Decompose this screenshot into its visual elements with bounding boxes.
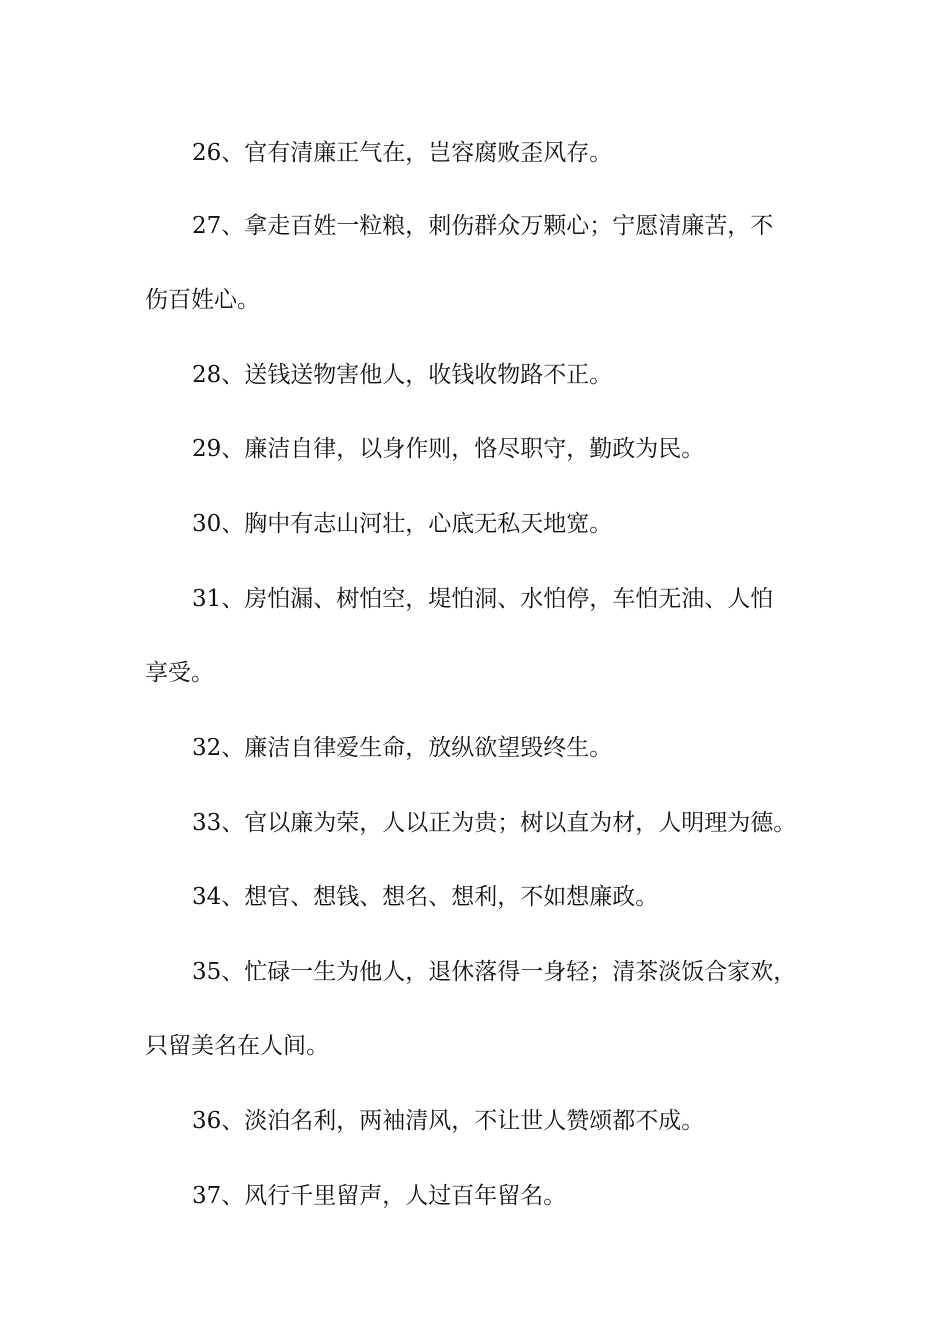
paragraph-28 xyxy=(145,338,825,412)
paragraph-line: 37、风行千里留声，人过百年留名。 xyxy=(192,1183,567,1209)
paragraph-29 xyxy=(145,412,825,486)
paragraph-line: 只留美名在人间。 xyxy=(145,1033,329,1059)
paragraph-34 xyxy=(145,860,825,934)
paragraph-30 xyxy=(145,487,825,561)
paragraph-line: 32、廉洁自律爱生命，放纵欲望毁终生。 xyxy=(192,735,613,761)
paragraph-line: 29、廉洁自律，以身作则，恪尽职守，勤政为民。 xyxy=(192,436,705,462)
paragraph-26 xyxy=(145,116,825,190)
paragraph-line: 伤百姓心。 xyxy=(145,287,260,313)
paragraph-line: 28、送钱送物害他人，收钱收物路不正。 xyxy=(192,362,613,388)
paragraph-line: 35、忙碌一生为他人，退休落得一身轻；清茶淡饭合家欢， xyxy=(192,959,797,985)
paragraph-line: 34、想官、想钱、想名、想利，不如想廉政。 xyxy=(192,884,659,910)
paragraph-line: 享受。 xyxy=(145,660,214,686)
paragraph-line: 33、官以廉为荣，人以正为贵；树以直为材，人明理为德。 xyxy=(192,810,797,836)
paragraph-line: 31、房怕漏、树怕空，堤怕洞、水怕停，车怕无油、人怕 xyxy=(192,586,774,612)
paragraph-line: 36、淡泊名利，两袖清风，不让世人赞颂都不成。 xyxy=(192,1108,705,1134)
paragraph-33 xyxy=(145,786,825,860)
paragraph-line: 30、胸中有志山河壮，心底无私天地宽。 xyxy=(192,511,613,537)
paragraph-31 xyxy=(145,562,825,710)
paragraph-line: 27、拿走百姓一粒粮，刺伤群众万颗心；宁愿清廉苦，不 xyxy=(192,213,774,239)
paragraph-35 xyxy=(145,935,825,1083)
paragraph-27 xyxy=(145,189,825,337)
paragraph-36 xyxy=(145,1084,825,1158)
paragraph-37 xyxy=(145,1159,825,1233)
paragraph-line: 26、官有清廉正气在，岂容腐败歪风存。 xyxy=(192,140,613,166)
paragraph-32 xyxy=(145,711,825,785)
